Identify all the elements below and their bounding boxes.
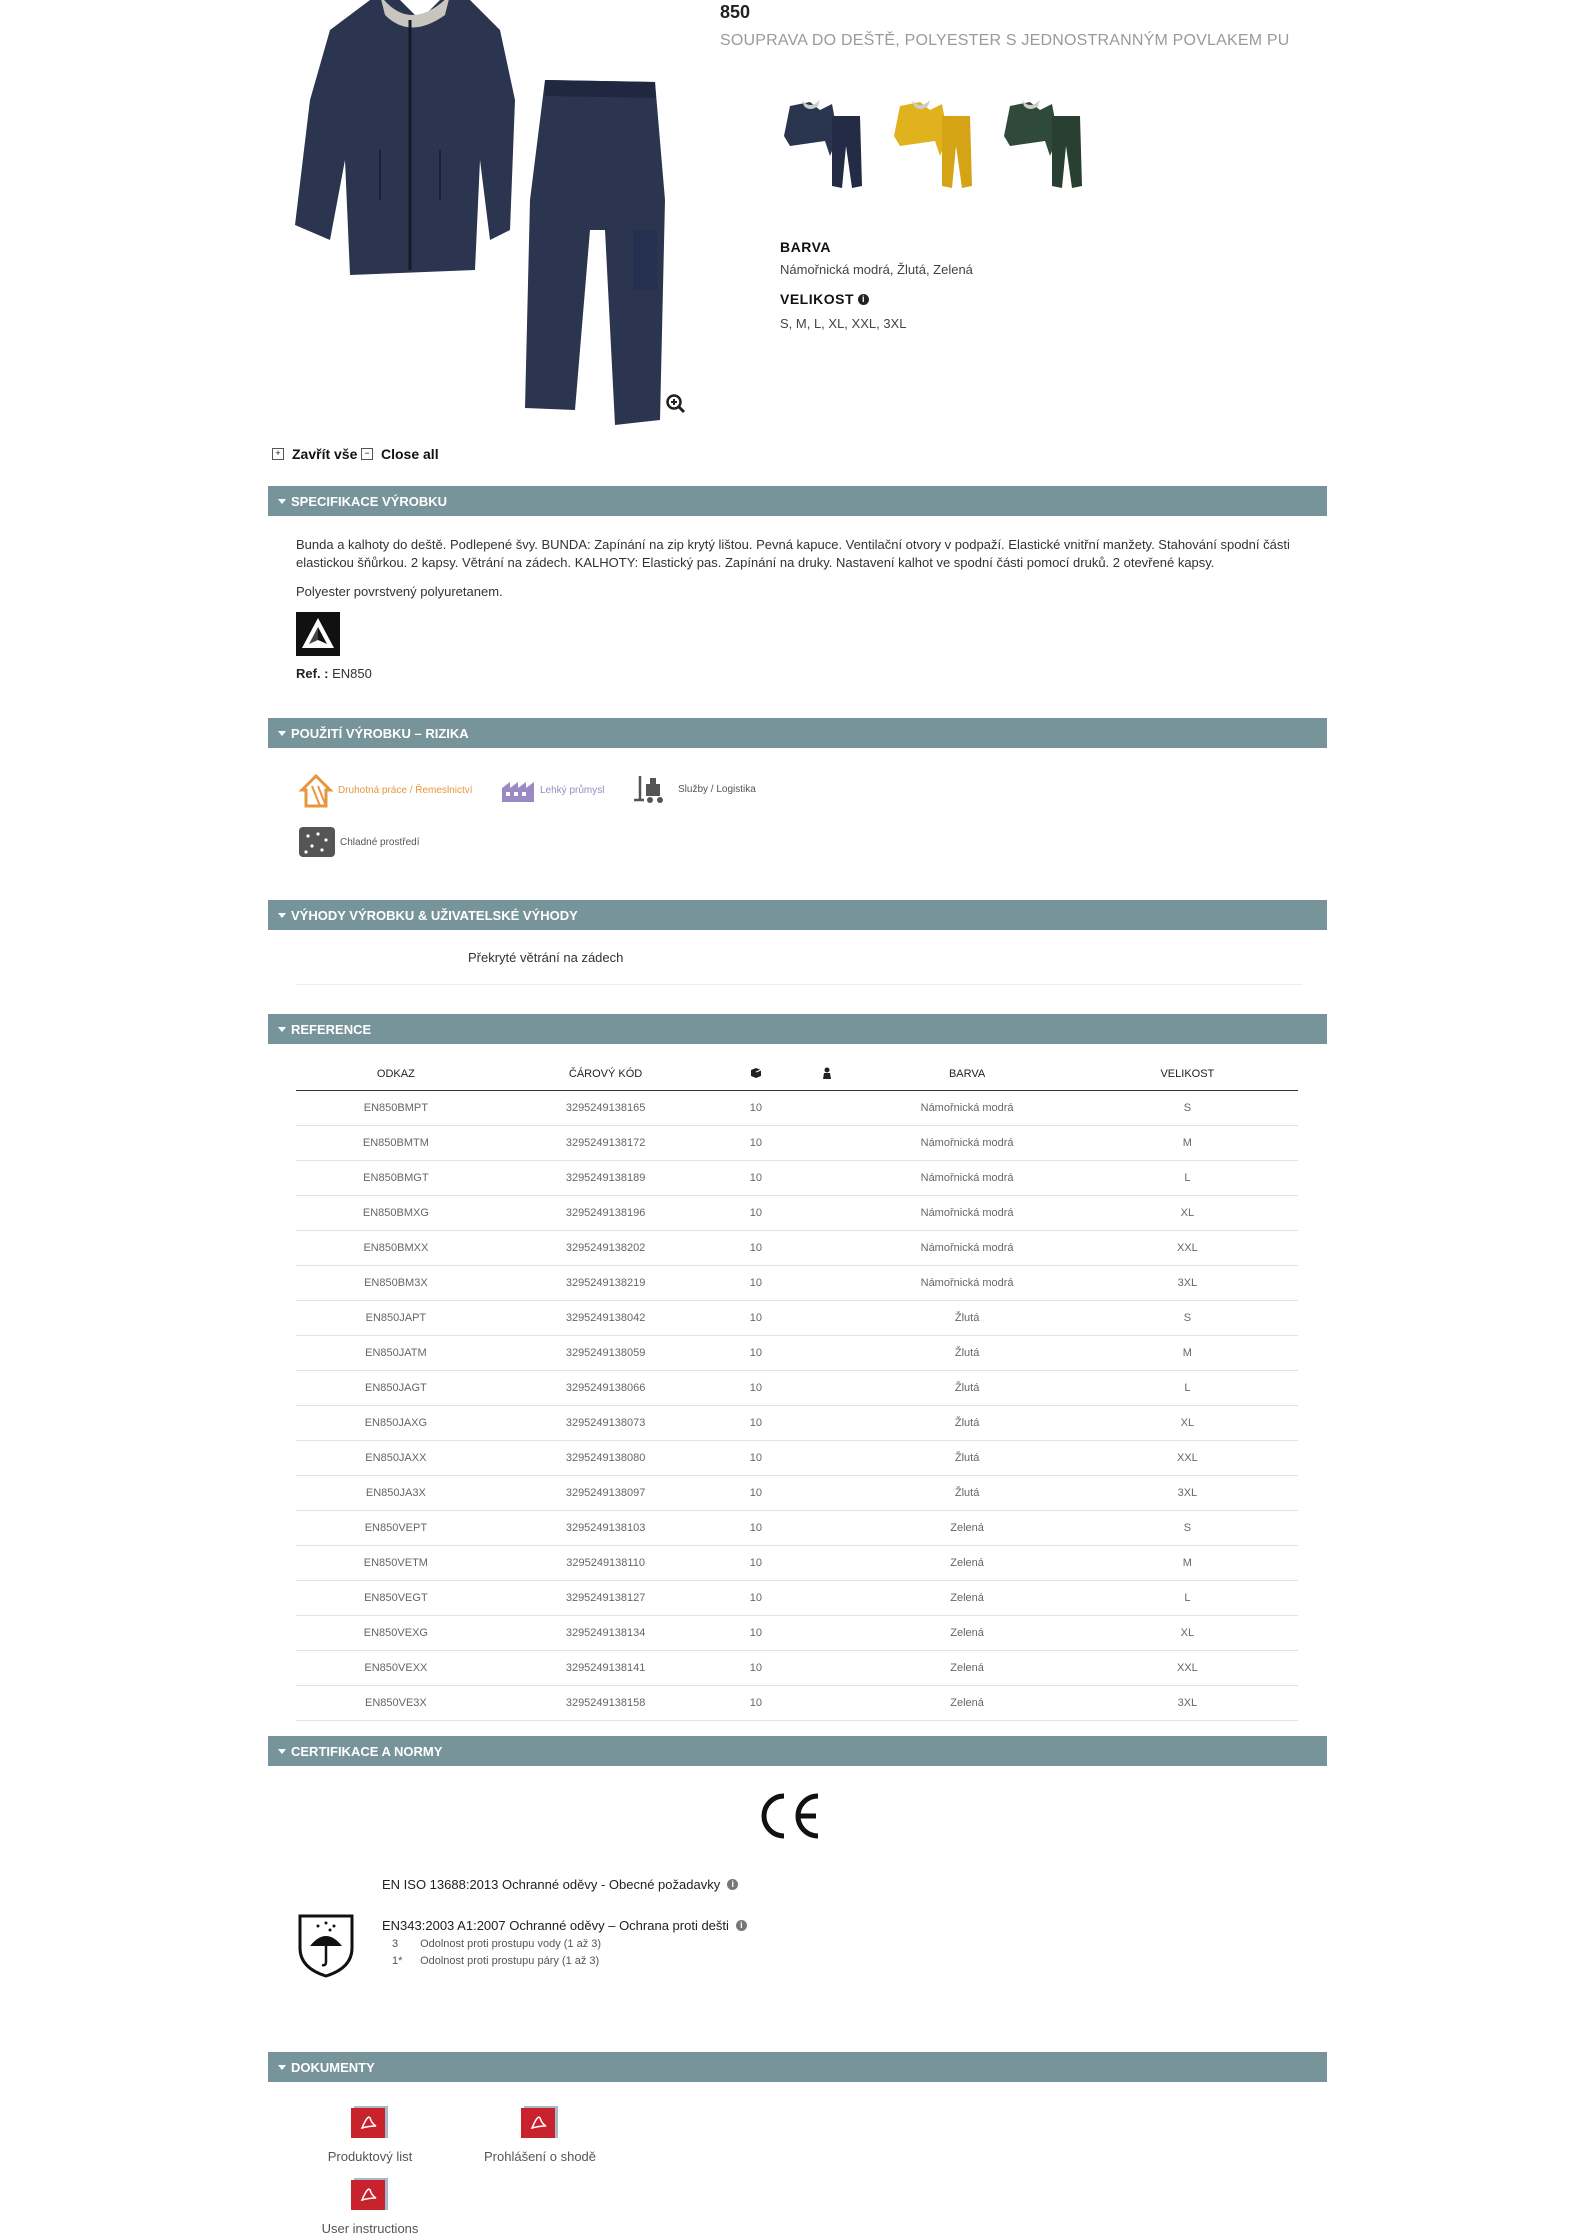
size-label: VELIKOST (780, 291, 855, 307)
cell-reference: EN850BMXX (296, 1231, 496, 1266)
cell-size: M (1077, 1546, 1298, 1581)
rain-protection-pictogram (296, 1912, 356, 1978)
product-subtitle: SOUPRAVA DO DEŠTĚ, POLYESTER S JEDNOSTRANNÝM POVLAKEM PU (720, 32, 1290, 49)
cell-barcode: 3295249138110 (496, 1546, 716, 1581)
table-header-row (296, 1058, 1298, 1091)
table-row (296, 1091, 1298, 1126)
cell-pack: 10 (715, 1371, 796, 1406)
cell-color: Zelená (857, 1546, 1076, 1581)
cell-color: Žlutá (857, 1371, 1076, 1406)
cell-size: XL (1077, 1616, 1298, 1651)
col-header-reference: ODKAZ (296, 1058, 496, 1091)
cell-pack: 10 (715, 1161, 796, 1196)
section-benefits-header[interactable]: VÝHODY VÝROBKU & UŽIVATELSKÉ VÝHODY (268, 900, 1327, 930)
cell-person (796, 1651, 857, 1686)
cell-color: Námořnická modrá (857, 1161, 1076, 1196)
table-row (296, 1231, 1298, 1266)
cell-pack: 10 (715, 1651, 796, 1686)
cell-reference: EN850BMXG (296, 1196, 496, 1231)
pdf-icon (349, 2104, 391, 2140)
cell-person (796, 1371, 857, 1406)
table-row (296, 1161, 1298, 1196)
cell-pack: 10 (715, 1581, 796, 1616)
table-row (296, 1581, 1298, 1616)
open-all-control[interactable]: + Zavřít vše (272, 446, 357, 462)
cell-barcode: 3295249138103 (496, 1511, 716, 1546)
cell-barcode: 3295249138158 (496, 1686, 716, 1721)
cell-pack: 10 (715, 1511, 796, 1546)
cell-size: 3XL (1077, 1266, 1298, 1301)
table-row (296, 1301, 1298, 1336)
cell-pack: 10 (715, 1301, 796, 1336)
col-header-barcode: ČÁROVÝ KÓD (496, 1058, 716, 1091)
reference-table (296, 1058, 1298, 1721)
table-row (296, 1126, 1298, 1161)
cell-reference: EN850JATM (296, 1336, 496, 1371)
caret-down-icon (278, 1027, 286, 1032)
doc-user-instructions[interactable]: User instructions (290, 2176, 450, 2236)
section-cert-header[interactable]: CERTIFIKACE A NORMY (268, 1736, 1327, 1766)
cell-barcode: 3295249138066 (496, 1371, 716, 1406)
cell-barcode: 3295249138202 (496, 1231, 716, 1266)
cell-color: Žlutá (857, 1476, 1076, 1511)
cell-barcode: 3295249138165 (496, 1091, 716, 1126)
cell-color: Zelená (857, 1686, 1076, 1721)
cell-reference: EN850VE3X (296, 1686, 496, 1721)
divider (296, 984, 1302, 985)
color-label: BARVA (780, 239, 831, 255)
caret-down-icon (278, 913, 286, 918)
caret-down-icon (278, 2065, 286, 2070)
cell-barcode: 3295249138127 (496, 1581, 716, 1616)
cell-pack: 10 (715, 1266, 796, 1301)
cell-person (796, 1441, 857, 1476)
doc-product-sheet[interactable]: Produktový list (290, 2104, 450, 2164)
cell-color: Námořnická modrá (857, 1126, 1076, 1161)
cell-person (796, 1406, 857, 1441)
cell-barcode: 3295249138196 (496, 1196, 716, 1231)
cell-pack: 10 (715, 1091, 796, 1126)
use-item-logistics: Služby / Logistika (634, 774, 756, 804)
section-use-header[interactable]: POUŽITÍ VÝROBKU – RIZIKA (268, 718, 1327, 748)
cell-reference: EN850BMGT (296, 1161, 496, 1196)
table-row (296, 1651, 1298, 1686)
cell-reference: EN850BMTM (296, 1126, 496, 1161)
cell-person (796, 1196, 857, 1231)
cell-reference: EN850JAXX (296, 1441, 496, 1476)
thumbnail-navy[interactable] (780, 96, 864, 190)
cell-reference: EN850VETM (296, 1546, 496, 1581)
box-icon (750, 1067, 762, 1079)
table-row (296, 1406, 1298, 1441)
cell-size: 3XL (1077, 1686, 1298, 1721)
norm-iso13688: EN ISO 13688:2013 Ochranné oděvy - Obecné požadavky i (382, 1877, 738, 1892)
cell-barcode: 3295249138073 (496, 1406, 716, 1441)
cell-reference: EN850VEXX (296, 1651, 496, 1686)
cell-person (796, 1336, 857, 1371)
zoom-icon[interactable] (664, 392, 688, 416)
delta-plus-logo (296, 612, 340, 656)
cell-person (796, 1616, 857, 1651)
cell-color: Zelená (857, 1511, 1076, 1546)
norm-level-water: 3 Odolnost proti prostupu vody (1 až 3) (392, 1938, 602, 1950)
cell-pack: 10 (715, 1441, 796, 1476)
cell-color: Námořnická modrá (857, 1231, 1076, 1266)
plus-icon: + (272, 448, 284, 460)
cell-barcode: 3295249138141 (496, 1651, 716, 1686)
person-icon (822, 1067, 832, 1079)
section-reference-header[interactable]: REFERENCE (268, 1014, 1327, 1044)
cell-size: 3XL (1077, 1476, 1298, 1511)
cell-reference: EN850JAGT (296, 1371, 496, 1406)
cell-reference: EN850JAPT (296, 1301, 496, 1336)
cell-size: L (1077, 1161, 1298, 1196)
cell-reference: EN850BM3X (296, 1266, 496, 1301)
cell-size: L (1077, 1581, 1298, 1616)
cell-size: S (1077, 1091, 1298, 1126)
cell-size: M (1077, 1126, 1298, 1161)
col-header-pack (715, 1058, 796, 1091)
thumbnail-yellow[interactable] (890, 96, 974, 190)
cell-barcode: 3295249138219 (496, 1266, 716, 1301)
table-row (296, 1616, 1298, 1651)
cell-reference: EN850JA3X (296, 1476, 496, 1511)
table-row (296, 1546, 1298, 1581)
cell-reference: EN850BMPT (296, 1091, 496, 1126)
thumbnail-green[interactable] (1000, 96, 1084, 190)
cell-person (796, 1091, 857, 1126)
cell-barcode: 3295249138172 (496, 1126, 716, 1161)
info-icon[interactable]: i (736, 1920, 747, 1931)
cell-barcode: 3295249138134 (496, 1616, 716, 1651)
benefit-item: Překryté větrání na zádech (468, 950, 624, 965)
jacket-image (295, 0, 515, 275)
info-icon[interactable]: i (858, 294, 869, 305)
spec-description: Bunda a kalhoty do deště. Podlepené švy. BUNDA: Zapínání na zip krytý lištou. Pevná kapuce. Ventilační otvory v podpaží. Elastické vnitřní manžety. Stahování spodní části elastickou šňůrkou. 2 kapsy. Větrání na zádech. KALHOTY: Elastický pas. Zapínání na druky. Nastavení kalhot ve spodní části pomocí druků. 2 otevřené kapsy. (296, 537, 1290, 570)
cell-size: XL (1077, 1406, 1298, 1441)
cell-size: S (1077, 1301, 1298, 1336)
cell-pack: 10 (715, 1336, 796, 1371)
cell-person (796, 1161, 857, 1196)
cell-barcode: 3295249138189 (496, 1161, 716, 1196)
cell-size: XL (1077, 1196, 1298, 1231)
cell-reference: EN850VEPT (296, 1511, 496, 1546)
factory-icon (500, 776, 536, 804)
cell-color: Žlutá (857, 1441, 1076, 1476)
cell-pack: 10 (715, 1406, 796, 1441)
close-all-control[interactable]: − Close all (361, 446, 439, 462)
section-docs-header[interactable]: DOKUMENTY (268, 2052, 1327, 2082)
col-header-color: BARVA (857, 1058, 1076, 1091)
reference-table-body (296, 1091, 1298, 1721)
cell-barcode: 3295249138042 (496, 1301, 716, 1336)
spec-material: Polyester povrstvený polyuretanem. (296, 584, 503, 599)
caret-down-icon (278, 1749, 286, 1754)
color-value: Námořnická modrá, Žlutá, Zelená (780, 262, 973, 277)
cell-person (796, 1126, 857, 1161)
cell-reference: EN850JAXG (296, 1406, 496, 1441)
table-row (296, 1686, 1298, 1721)
table-row (296, 1511, 1298, 1546)
minus-icon: − (361, 448, 373, 460)
cell-pack: 10 (715, 1476, 796, 1511)
table-row (296, 1196, 1298, 1231)
product-main-image[interactable] (290, 0, 690, 430)
cell-color: Zelená (857, 1616, 1076, 1651)
cell-color: Námořnická modrá (857, 1091, 1076, 1126)
cell-size: XXL (1077, 1231, 1298, 1266)
cell-barcode: 3295249138059 (496, 1336, 716, 1371)
cell-person (796, 1231, 857, 1266)
caret-down-icon (278, 731, 286, 736)
table-row (296, 1371, 1298, 1406)
cell-person (796, 1686, 857, 1721)
col-header-size: VELIKOST (1077, 1058, 1298, 1091)
size-heading (780, 291, 869, 307)
cell-color: Zelená (857, 1651, 1076, 1686)
spec-reference: Ref. : EN850 (296, 666, 372, 681)
use-item-crafts: Druhotná práce / Řemeslnictví (298, 772, 473, 808)
cell-pack: 10 (715, 1616, 796, 1651)
cell-pack: 10 (715, 1686, 796, 1721)
cell-person (796, 1301, 857, 1336)
doc-declaration[interactable]: Prohlášení o shodě (460, 2104, 620, 2164)
trousers-image (525, 80, 665, 425)
cell-color: Námořnická modrá (857, 1266, 1076, 1301)
cell-size: L (1077, 1371, 1298, 1406)
pdf-icon (519, 2104, 561, 2140)
use-item-light-industry: Lehký průmysl (500, 776, 604, 804)
info-icon[interactable]: i (727, 1879, 738, 1890)
cell-size: XXL (1077, 1441, 1298, 1476)
cell-pack: 10 (715, 1546, 796, 1581)
product-title: 850 (720, 2, 751, 22)
size-value: S, M, L, XL, XXL, 3XL (780, 316, 907, 331)
cell-color: Zelená (857, 1581, 1076, 1616)
table-row (296, 1336, 1298, 1371)
forklift-icon (634, 774, 674, 804)
house-ladder-icon (298, 772, 334, 808)
section-spec-header[interactable]: SPECIFIKACE VÝROBKU (268, 486, 1327, 516)
col-header-person (796, 1058, 857, 1091)
norm-en343: EN343:2003 A1:2007 Ochranné oděvy – Ochrana proti dešti i (382, 1918, 747, 1933)
cell-barcode: 3295249138080 (496, 1441, 716, 1476)
cell-size: XXL (1077, 1651, 1298, 1686)
cell-color: Žlutá (857, 1406, 1076, 1441)
cell-pack: 10 (715, 1126, 796, 1161)
table-row (296, 1441, 1298, 1476)
cell-pack: 10 (715, 1196, 796, 1231)
cell-reference: EN850VEGT (296, 1581, 496, 1616)
caret-down-icon (278, 499, 286, 504)
cell-person (796, 1546, 857, 1581)
ce-mark-logo (754, 1790, 826, 1842)
cell-reference: EN850VEXG (296, 1616, 496, 1651)
cell-color: Námořnická modrá (857, 1196, 1076, 1231)
table-row (296, 1476, 1298, 1511)
cell-person (796, 1511, 857, 1546)
cell-barcode: 3295249138097 (496, 1476, 716, 1511)
color-thumbnails (780, 96, 1084, 190)
table-row (296, 1266, 1298, 1301)
cell-color: Žlutá (857, 1336, 1076, 1371)
cell-person (796, 1266, 857, 1301)
cell-pack: 10 (715, 1231, 796, 1266)
cell-person (796, 1581, 857, 1616)
snow-icon (298, 826, 336, 858)
cell-color: Žlutá (857, 1301, 1076, 1336)
cell-size: S (1077, 1511, 1298, 1546)
cell-size: M (1077, 1336, 1298, 1371)
pdf-icon (349, 2176, 391, 2212)
norm-level-vapour: 1* Odolnost proti prostupu páry (1 až 3) (392, 1955, 600, 1967)
use-item-cold: Chladné prostředí (298, 826, 420, 858)
cell-person (796, 1476, 857, 1511)
